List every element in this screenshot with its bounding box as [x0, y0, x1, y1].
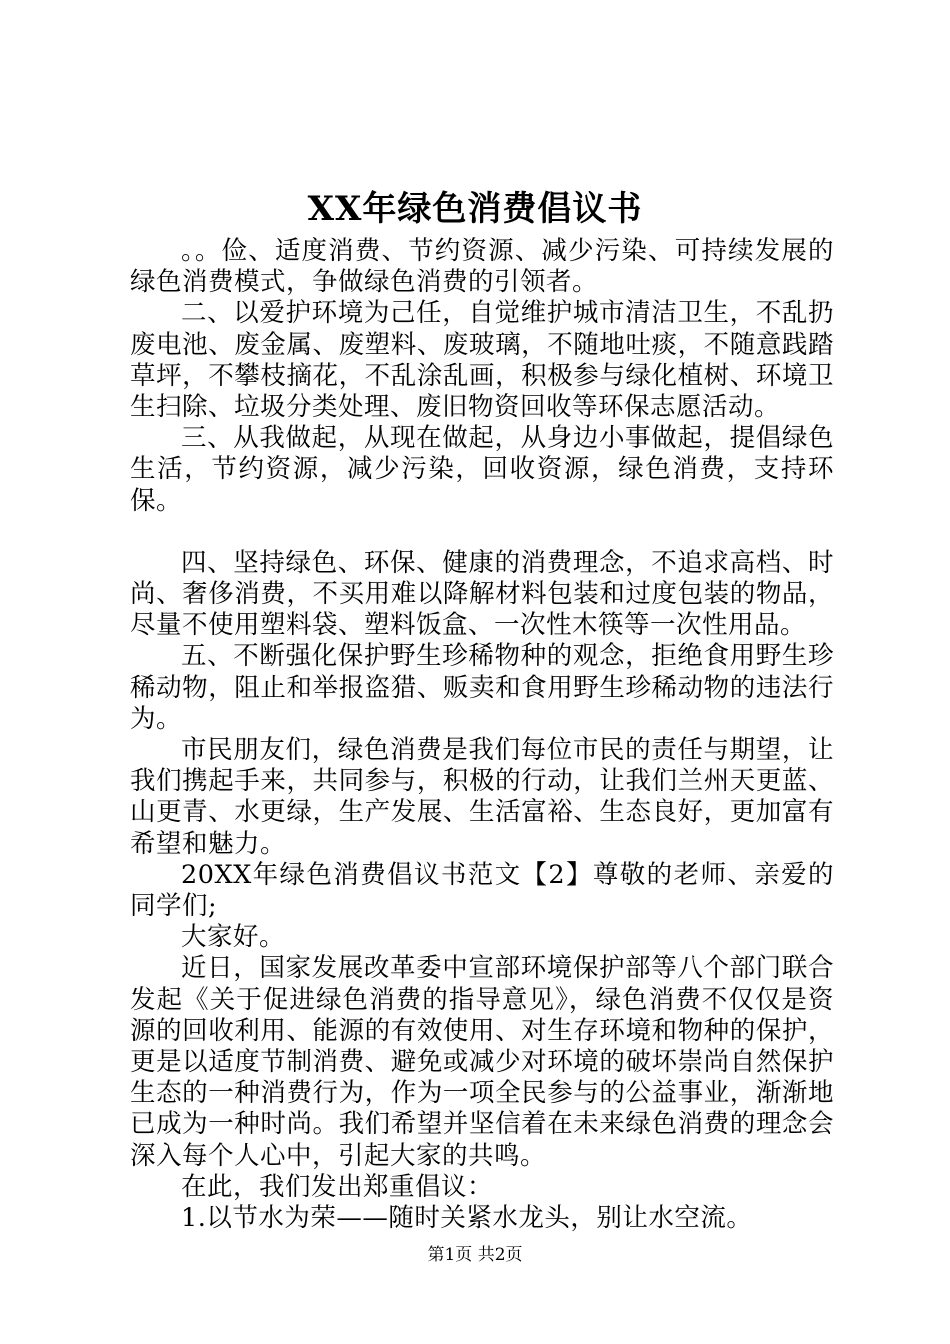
paragraph-8: 大家好。 [181, 922, 286, 953]
paragraph-1: 。。俭、适度消费、节约资源、减少污染、可持续发展的绿色消费模式，争做绿色消费的引领者。 [130, 236, 834, 298]
paragraph-11: 1.以节水为荣——随时关紧水龙头，别让水空流。 [181, 1203, 753, 1234]
paragraph-9: 近日，国家发展改革委中宣部环境保护部等八个部门联合发起《关于促进绿色消费的指导意见》，绿色消费不仅仅是资源的回收利用、能源的有效使用、对生存环境和物种的保护，更是以适度节制消费、避免或减少对环境的破坏崇尚自然保护生态的一种消费行为，作为一项全民参与的公益事业，渐渐地已成为一种时尚。我们希望并坚信着在未来绿色消费的理念会深入每个人心中，引起大家的共鸣。 [130, 953, 834, 1171]
paragraph-2: 二、以爱护环境为己任，自觉维护城市清洁卫生，不乱扔废电池、废金属、废塑料、废玻璃，不随地吐痰，不随意践踏草坪，不攀枝摘花，不乱涂乱画，积极参与绿化植树、环境卫生扫除、垃圾分类处理、废旧物资回收等环保志愿活动。 [130, 298, 834, 423]
paragraph-10: 在此，我们发出郑重倡议： [181, 1171, 494, 1202]
paragraph-3: 三、从我做起，从现在做起，从身边小事做起，提倡绿色生活，节约资源，减少污染，回收资源，绿色消费，支持环保。 [130, 423, 834, 516]
paragraph-7: 20XX年绿色消费倡议书范文【2】尊敬的老师、亲爱的同学们; [130, 859, 834, 922]
page-number-footer: 第1页 共2页 [427, 1245, 523, 1265]
document-title: XX年绿色消费倡议书 [307, 189, 643, 229]
paragraph-6: 市民朋友们，绿色消费是我们每位市民的责任与期望，让我们携起手来，共同参与，积极的行动，让我们兰州天更蓝、山更青、水更绿，生产发展、生活富裕、生态良好，更加富有希望和魅力。 [130, 735, 834, 859]
document-body [130, 236, 834, 1234]
paragraph-5: 五、不断强化保护野生珍稀物种的观念，拒绝食用野生珍稀动物，阻止和举报盗猎、贩卖和食用野生珍稀动物的违法行为。 [130, 641, 834, 734]
paragraph-4: 四、坚持绿色、环保、健康的消费理念，不追求高档、时尚、奢侈消费，不买用难以降解材料包装和过度包装的物品，尽量不使用塑料袋、塑料饭盒、一次性木筷等一次性用品。 [130, 547, 834, 641]
